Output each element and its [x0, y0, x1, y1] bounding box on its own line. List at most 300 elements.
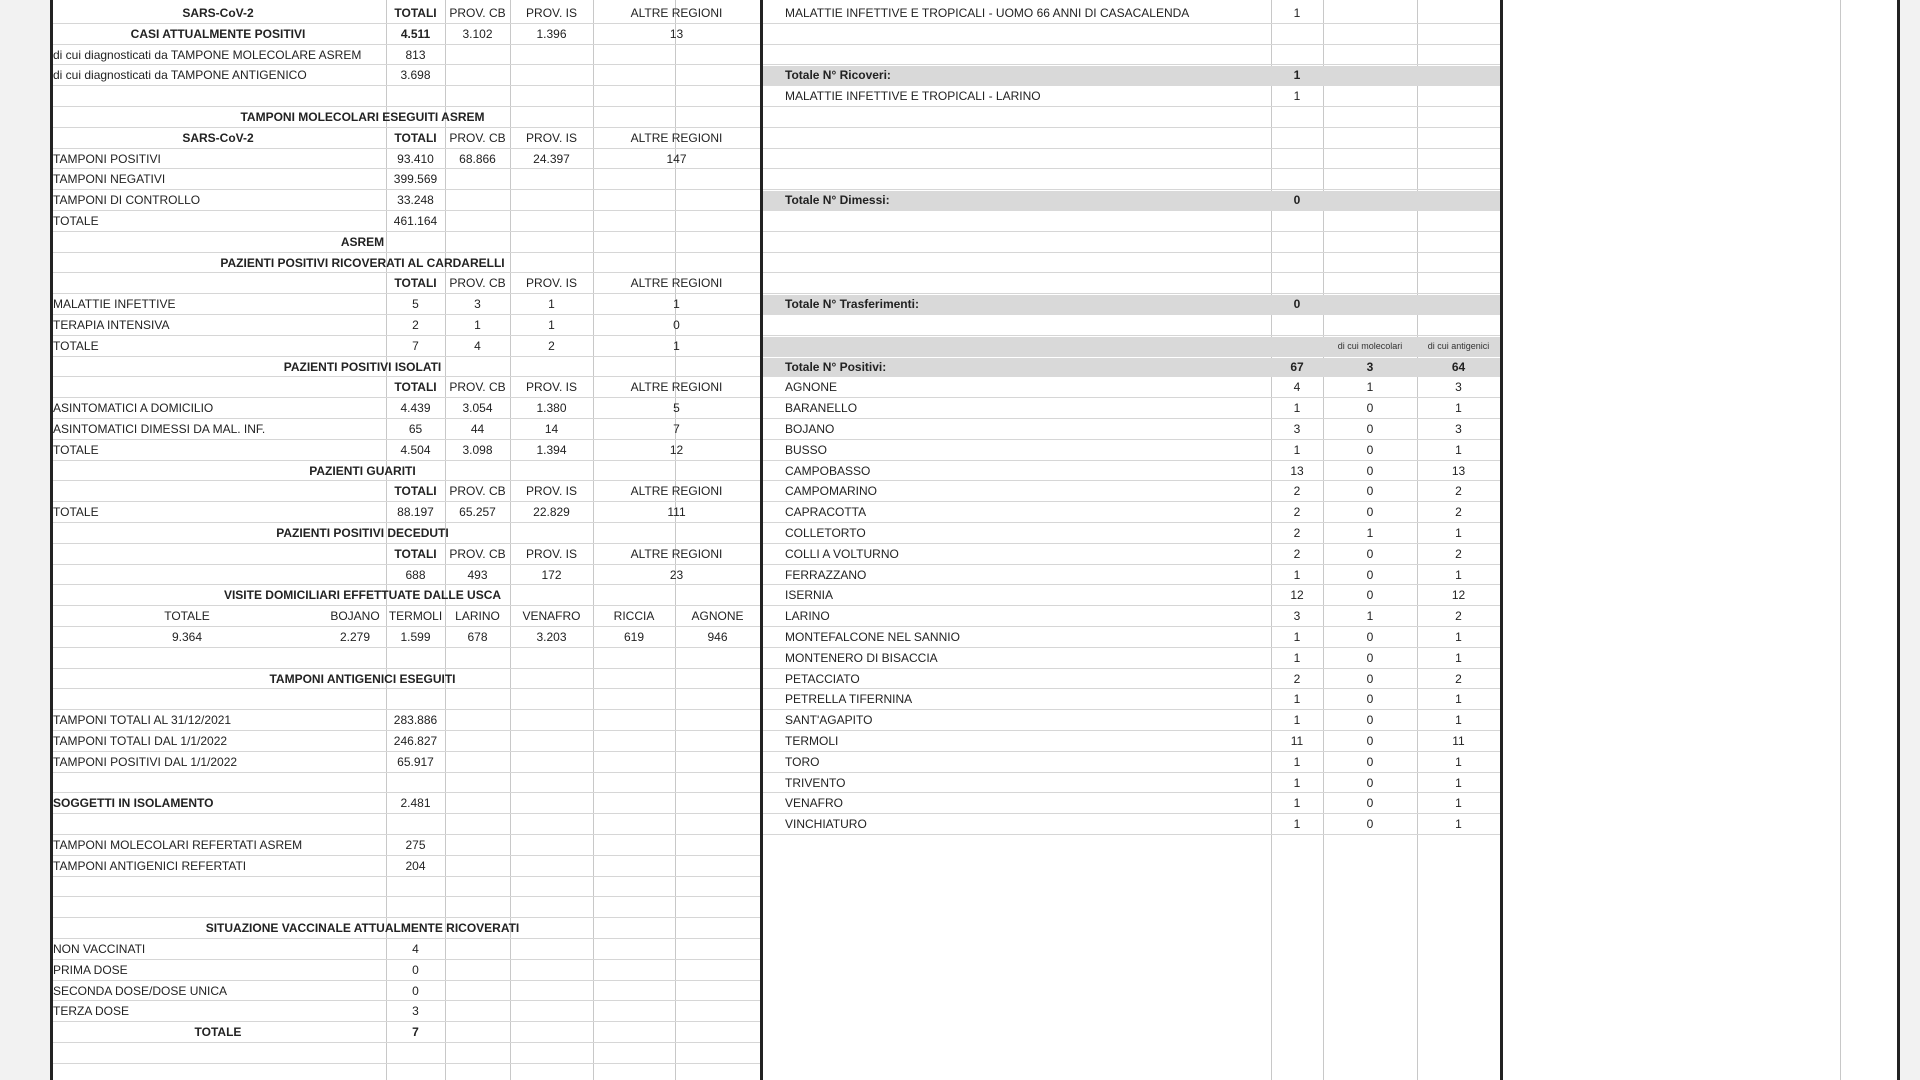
row-value: 1 [1455, 713, 1462, 728]
row-value: 14 [544, 422, 559, 436]
row-line [763, 688, 1500, 689]
row-value: 1 [1455, 754, 1462, 769]
row-line [50, 564, 760, 565]
row-value: 2 [412, 318, 419, 332]
row-line [763, 709, 1500, 710]
row-value: 1 [1293, 89, 1301, 104]
row-value: 67 [1290, 359, 1304, 374]
row-line [50, 439, 760, 440]
row-value: 7 [673, 422, 680, 436]
row-value: 3 [1366, 359, 1374, 374]
row-value: 1 [1293, 630, 1301, 644]
row-value: 3 [474, 297, 481, 312]
row-label: PRIMA DOSE [53, 962, 128, 977]
row-value: 246.827 [393, 734, 438, 748]
row-line [763, 127, 1500, 128]
pane-divider [760, 0, 763, 1080]
row-value: 0 [1366, 713, 1374, 728]
row-line [50, 1042, 760, 1043]
row-value: 1 [548, 297, 555, 312]
row-value: 0 [1366, 692, 1374, 707]
row-label: AGNONE [785, 380, 838, 395]
row-line [50, 356, 760, 357]
row-label: TERZA DOSE [53, 1004, 130, 1019]
row-value: 11 [1290, 734, 1304, 748]
row-value: PROV. CB [449, 6, 506, 20]
row-line [50, 293, 760, 294]
row-value: 4 [1293, 380, 1301, 395]
row-label: Totale N° Ricoveri: [785, 68, 891, 83]
row-value: 2 [1293, 546, 1301, 561]
row-line [763, 564, 1500, 565]
row-line [50, 917, 760, 918]
row-value: 1 [1293, 713, 1301, 728]
row-label: MALATTIE INFETTIVE E TROPICALI - UOMO 66 ANNI DI CASACALENDA [785, 6, 1190, 20]
row-value: PROV. CB [449, 484, 506, 499]
row-label: Totale N° Positivi: [785, 359, 887, 374]
usca-cell: 1.599 [400, 630, 431, 644]
row-value: 1 [1455, 401, 1462, 416]
row-value: 204 [405, 858, 426, 873]
row-value: PROV. IS [526, 484, 577, 499]
row-value: 4.511 [400, 26, 431, 41]
row-value: 172 [541, 567, 562, 582]
row-label: SANT'AGAPITO [785, 713, 873, 728]
row-value: 1 [1455, 567, 1462, 582]
row-value: 0 [1366, 401, 1374, 416]
row-value: 1.380 [536, 401, 567, 416]
row-line [50, 335, 760, 336]
row-value: 1 [1455, 630, 1462, 644]
row-label: VENAFRO [785, 796, 844, 811]
row-line [50, 751, 760, 752]
row-value: 0 [1366, 796, 1374, 811]
row-label: TOTALE [53, 505, 99, 520]
row-value: 0 [673, 318, 680, 332]
usca-cell: TERMOLI [388, 609, 443, 624]
usca-cell: 678 [467, 630, 488, 644]
row-value: 1 [1366, 380, 1374, 395]
row-value: TOTALI [394, 380, 437, 395]
row-value: 1 [1455, 692, 1462, 707]
row-line [50, 480, 760, 481]
row-value: TOTALI [394, 6, 437, 20]
row-value: 65 [408, 422, 423, 436]
row-label: TOTALE [194, 1025, 242, 1040]
row-value: 65.257 [459, 505, 496, 520]
row-value: di cui antigenici [1427, 340, 1490, 351]
row-label: CAMPOBASSO [785, 463, 871, 478]
row-label: TAMPONI TOTALI DAL 1/1/2022 [53, 734, 228, 748]
row-value: 0 [1366, 567, 1374, 582]
row-line [50, 252, 760, 253]
row-value: 7 [412, 1025, 419, 1040]
row-line [50, 314, 760, 315]
row-value: 0 [412, 962, 419, 977]
row-value: 0 [1366, 630, 1374, 644]
row-line [50, 980, 760, 981]
row-line [50, 522, 760, 523]
row-value: 5 [412, 297, 419, 312]
row-label: TAMPONI ANTIGENICI REFERTATI [53, 858, 247, 873]
row-value: 0 [1366, 588, 1374, 603]
row-label: VINCHIATURO [785, 817, 867, 832]
row-value: 4 [474, 338, 481, 353]
grid-line [1271, 0, 1272, 1080]
row-label: SARS-CoV-2 [182, 130, 254, 145]
row-line [50, 688, 760, 689]
row-value: 11 [1452, 734, 1465, 748]
row-value: 1 [1293, 775, 1301, 790]
row-line [763, 335, 1500, 336]
row-value: 1 [1293, 6, 1301, 20]
row-value: 2 [1293, 671, 1301, 686]
row-value: 2 [1293, 526, 1301, 540]
row-line [50, 834, 760, 835]
row-line [763, 168, 1500, 169]
row-label: TERAPIA INTENSIVA [53, 318, 170, 332]
row-value: 2 [1455, 484, 1462, 499]
row-line [763, 23, 1500, 24]
row-value: 283.886 [393, 713, 438, 728]
row-line [763, 272, 1500, 273]
row-value: PROV. IS [526, 276, 577, 291]
row-label: FERRAZZANO [785, 567, 867, 582]
row-value: PROV. CB [449, 546, 506, 561]
row-value: 12 [669, 442, 684, 457]
row-value: 1 [673, 297, 680, 312]
right-table-border [1500, 0, 1503, 1080]
row-line [763, 522, 1500, 523]
row-value: 147 [666, 151, 687, 166]
row-value: di cui molecolari [1337, 340, 1403, 351]
usca-cell: TOTALE [164, 609, 210, 624]
row-value: 3 [1293, 422, 1301, 436]
row-value: PROV. CB [449, 276, 506, 291]
row-value: 2 [1455, 609, 1462, 624]
row-value: 1 [1455, 775, 1462, 790]
row-value: 1 [1366, 526, 1374, 540]
row-value: 3.102 [462, 26, 493, 41]
row-value: 13 [1290, 463, 1304, 478]
row-line [50, 543, 760, 544]
row-value: 0 [1366, 422, 1374, 436]
row-value: 493 [467, 567, 488, 582]
row-value: 0 [1366, 463, 1374, 478]
row-value: 24.397 [533, 151, 570, 166]
row-value: 3 [1455, 422, 1462, 436]
row-line [763, 231, 1500, 232]
section-title: PAZIENTI GUARITI [309, 463, 416, 478]
row-line [763, 480, 1500, 481]
row-value: 3.698 [400, 68, 431, 83]
grid-line [1840, 0, 1841, 1080]
section-title: TAMPONI MOLECOLARI ESEGUITI ASREM [240, 110, 485, 124]
row-label: BARANELLO [785, 401, 858, 416]
row-label: di cui diagnosticati da TAMPONE MOLECOLARE ASREM [53, 47, 362, 62]
row-value: 1 [1455, 526, 1462, 540]
row-value: ALTRE REGIONI [630, 484, 723, 499]
row-label: MALATTIE INFETTIVE E TROPICALI - LARINO [785, 89, 1041, 104]
row-value: PROV. CB [449, 380, 506, 395]
row-line [50, 106, 760, 107]
row-line [50, 792, 760, 793]
row-value: 2 [1293, 505, 1301, 520]
row-value: TOTALI [394, 484, 437, 499]
row-value: 1 [1293, 796, 1301, 811]
row-value: 4.439 [400, 401, 431, 416]
row-line [50, 210, 760, 211]
row-value: 44 [470, 422, 485, 436]
row-line [50, 168, 760, 169]
row-line [50, 813, 760, 814]
row-value: 0 [1366, 817, 1374, 832]
row-line [763, 584, 1500, 585]
left-table [50, 0, 760, 1080]
row-line [50, 23, 760, 24]
row-label: MONTENERO DI BISACCIA [785, 650, 938, 665]
row-line [50, 148, 760, 149]
usca-cell: 946 [707, 630, 728, 644]
row-line [763, 252, 1500, 253]
row-label: COLLETORTO [785, 526, 866, 540]
row-line [50, 1021, 760, 1022]
row-value: 1 [1293, 754, 1301, 769]
row-label: Totale N° Trasferimenti: [785, 297, 919, 312]
row-line [763, 834, 1500, 835]
row-label: Totale N° Dimessi: [785, 193, 890, 208]
row-value: ALTRE REGIONI [630, 130, 723, 145]
row-value: PROV. IS [526, 546, 577, 561]
row-line [50, 709, 760, 710]
row-value: ALTRE REGIONI [630, 276, 723, 291]
row-line [50, 376, 760, 377]
row-value: 1 [1293, 442, 1301, 457]
row-line [50, 231, 760, 232]
row-line [50, 418, 760, 419]
row-line [763, 668, 1500, 669]
row-value: 88.197 [397, 505, 434, 520]
row-value: 0 [1366, 650, 1374, 665]
row-value: 1 [1293, 401, 1301, 416]
row-label: COLLI A VOLTURNO [785, 546, 899, 561]
usca-cell: 2.279 [339, 630, 371, 644]
row-value: TOTALI [394, 130, 437, 145]
section-title: VISITE DOMICILIARI EFFETTUATE DALLE USCA [223, 588, 502, 603]
row-line [50, 127, 760, 128]
usca-cell: RICCIA [613, 609, 655, 624]
row-value: 1 [673, 338, 680, 353]
row-line [763, 439, 1500, 440]
row-label: BUSSO [785, 442, 828, 457]
row-label: TOTALE [53, 214, 99, 228]
row-value: 65.917 [397, 754, 434, 769]
row-label: TAMPONI DI CONTROLLO [53, 193, 201, 208]
row-line [50, 501, 760, 502]
row-value: 4 [412, 942, 419, 956]
row-line [50, 668, 760, 669]
row-label: TAMPONI TOTALI AL 31/12/2021 [53, 713, 232, 728]
usca-cell: VENAFRO [522, 609, 581, 624]
row-value: PROV. IS [526, 380, 577, 395]
row-label: TERMOLI [785, 734, 839, 748]
row-value: 0 [1366, 754, 1374, 769]
row-label: ASINTOMATICI A DOMICILIO [53, 401, 214, 416]
row-value: 1 [1293, 650, 1301, 665]
grid-line [1323, 0, 1324, 1080]
section-title: PAZIENTI POSITIVI RICOVERATI AL CARDARELLI [220, 255, 505, 270]
row-label: SARS-CoV-2 [182, 6, 254, 20]
row-value: 93.410 [397, 151, 434, 166]
row-value: ALTRE REGIONI [630, 380, 723, 395]
right-table [763, 0, 1900, 1080]
row-value: 0 [1366, 775, 1374, 790]
row-value: ALTRE REGIONI [630, 546, 723, 561]
section-title: PAZIENTI POSITIVI ISOLATI [283, 359, 442, 374]
row-value: PROV. CB [449, 130, 506, 145]
row-value: 33.248 [397, 193, 434, 208]
row-line [763, 647, 1500, 648]
row-value: 1 [474, 318, 481, 332]
row-line [763, 792, 1500, 793]
row-line [763, 501, 1500, 502]
row-label: TOTALE [53, 338, 99, 353]
section-title: PAZIENTI POSITIVI DECEDUTI [276, 526, 449, 540]
row-value: 68.866 [459, 151, 496, 166]
row-line [763, 189, 1500, 190]
grid-line [1417, 0, 1418, 1080]
row-line [50, 44, 760, 45]
row-value: 13 [669, 26, 684, 41]
row-line [50, 1063, 760, 1064]
row-line [50, 397, 760, 398]
row-value: 13 [1451, 463, 1466, 478]
row-value: 1 [1293, 567, 1301, 582]
row-line [50, 647, 760, 648]
row-value: 275 [405, 838, 426, 852]
row-value: 1 [1293, 692, 1301, 707]
row-value: 12 [1290, 588, 1304, 603]
row-value: 64 [1451, 359, 1466, 374]
row-value: 813 [405, 47, 426, 62]
right-border [1897, 0, 1900, 1080]
row-label: PETRELLA TIFERNINA [785, 692, 913, 707]
row-value: 0 [1366, 484, 1374, 499]
row-line [763, 64, 1500, 65]
row-value: 3 [1293, 609, 1301, 624]
row-value: 7 [412, 338, 419, 353]
row-line [50, 855, 760, 856]
row-line [50, 1000, 760, 1001]
row-label: di cui diagnosticati da TAMPONE ANTIGENICO [53, 68, 307, 83]
row-line [763, 460, 1500, 461]
row-value: 2 [1293, 484, 1301, 499]
row-label: MONTEFALCONE NEL SANNIO [785, 630, 960, 644]
row-line [763, 772, 1500, 773]
row-line [50, 876, 760, 877]
row-label: LARINO [785, 609, 830, 624]
row-label: CASI ATTUALMENTE POSITIVI [130, 26, 306, 41]
row-line [763, 106, 1500, 107]
row-line [763, 813, 1500, 814]
row-value: 2 [1455, 671, 1462, 686]
row-value: 23 [669, 567, 684, 582]
row-value: 3 [412, 1004, 419, 1019]
row-value: 0 [1366, 505, 1374, 520]
row-label: TORO [785, 754, 820, 769]
row-line [50, 64, 760, 65]
report-sheet [50, 0, 1900, 1080]
row-value: 1 [1293, 68, 1301, 83]
row-line [50, 85, 760, 86]
row-line [50, 938, 760, 939]
row-value: 0 [412, 983, 419, 998]
row-value: 22.829 [533, 505, 570, 520]
row-label: TAMPONI POSITIVI DAL 1/1/2022 [53, 754, 238, 769]
row-value: 0 [1366, 442, 1374, 457]
row-label: TAMPONI POSITIVI [53, 151, 161, 166]
usca-cell: 3.203 [536, 630, 567, 644]
row-line [763, 605, 1500, 606]
row-label: NON VACCINATI [53, 942, 146, 956]
row-label: MALATTIE INFETTIVE [53, 297, 176, 312]
row-line [763, 730, 1500, 731]
row-label: ISERNIA [785, 588, 834, 603]
row-value: 1 [1455, 796, 1462, 811]
row-label: PETACCIATO [785, 671, 860, 686]
row-value: 4.504 [400, 442, 431, 457]
section-title: TAMPONI ANTIGENICI ESEGUITI [269, 671, 456, 686]
row-line [763, 148, 1500, 149]
row-line [763, 543, 1500, 544]
row-value: 111 [667, 505, 686, 520]
row-value: PROV. IS [526, 6, 577, 20]
row-value: TOTALI [394, 546, 437, 561]
row-value: 3.098 [462, 442, 493, 457]
row-line [50, 584, 760, 585]
row-value: 12 [1451, 588, 1466, 603]
row-line [50, 189, 760, 190]
usca-cell: 619 [623, 630, 645, 644]
section-title: ASREM [340, 234, 385, 249]
row-value: TOTALI [394, 276, 437, 291]
row-value: 1 [1455, 817, 1462, 832]
row-value: 1.396 [536, 26, 567, 41]
row-line [763, 751, 1500, 752]
row-line [763, 626, 1500, 627]
section-title: SITUAZIONE VACCINALE ATTUALMENTE RICOVERATI [205, 921, 520, 936]
row-label: ASINTOMATICI DIMESSI DA MAL. INF. [53, 422, 266, 436]
row-line [50, 959, 760, 960]
row-value: 3.054 [462, 401, 493, 416]
row-line [763, 44, 1500, 45]
row-line [50, 272, 760, 273]
usca-cell: BOJANO [330, 609, 380, 624]
row-value: ALTRE REGIONI [630, 6, 723, 20]
row-value: 0 [1293, 297, 1301, 312]
row-line [50, 772, 760, 773]
usca-cell: AGNONE [691, 609, 744, 624]
row-line [50, 626, 760, 627]
row-label: BOJANO [785, 422, 835, 436]
row-value: 1 [1455, 650, 1462, 665]
row-value: 0 [1366, 546, 1374, 561]
row-value: 399.569 [393, 172, 438, 187]
row-label: CAPRACOTTA [785, 505, 867, 520]
row-line [763, 293, 1500, 294]
row-label: SOGGETTI IN ISOLAMENTO [53, 796, 214, 811]
row-label: CAMPOMARINO [785, 484, 878, 499]
